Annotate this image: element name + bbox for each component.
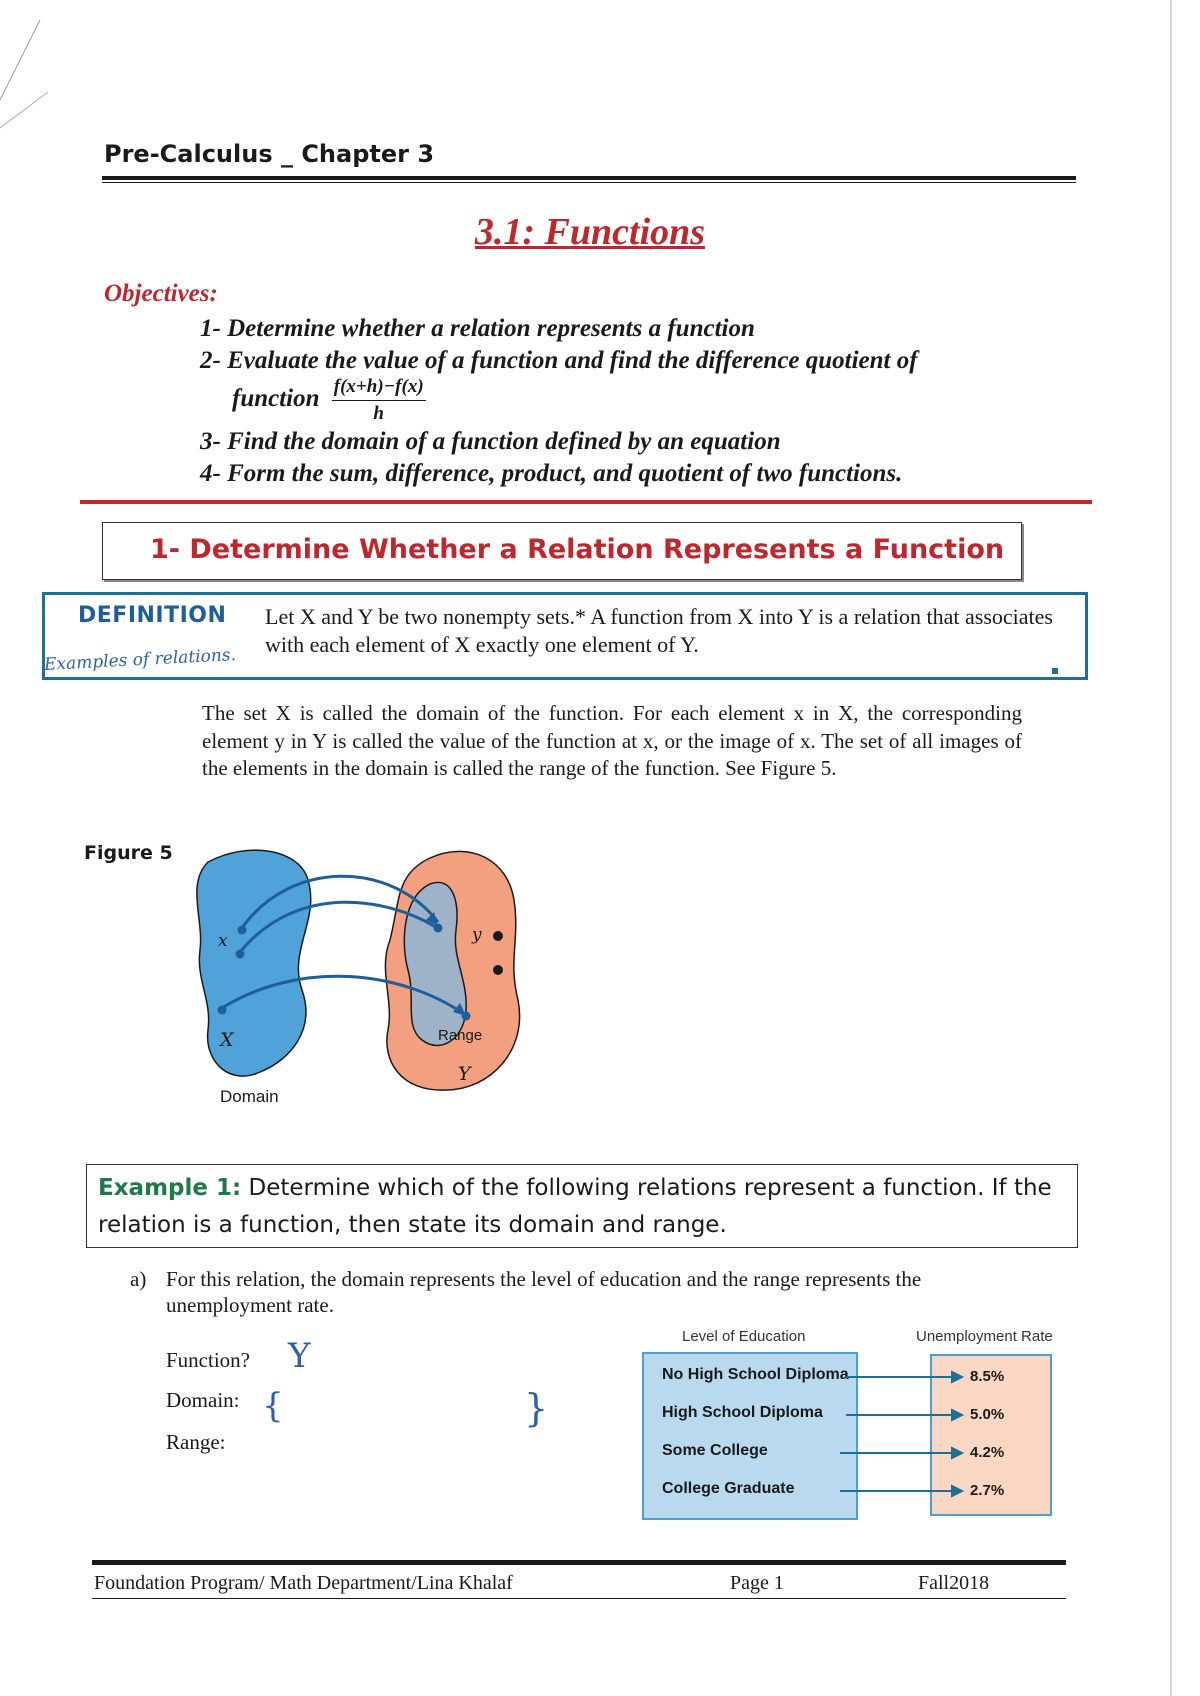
section-1-title: 1- Determine Whether a Relation Represents a Function (150, 534, 1005, 565)
objective-1: 1- Determine whether a relation represents a function (200, 315, 755, 342)
figure-5-label: Figure 5 (84, 842, 173, 864)
objectives-divider (80, 500, 1092, 504)
handwritten-answer-y: Y (288, 1336, 311, 1376)
objectives-heading: Objectives: (104, 280, 218, 307)
header-rule (102, 176, 1076, 180)
handwritten-brace-open: { (262, 1386, 284, 1426)
set-y-label: Y (458, 1063, 471, 1085)
objective-3: 3- Find the domain of a function defined by an equation (200, 428, 781, 455)
rate-item: 2.7% (970, 1482, 1005, 1499)
difference-quotient-denominator: h (373, 403, 384, 424)
x-element-label: x (218, 931, 228, 951)
footer-page: Page 1 (730, 1572, 784, 1594)
definition-marker-dot (1052, 668, 1058, 674)
definition-label: DEFINITION (78, 603, 227, 628)
example-1-prompt (98, 1170, 1058, 1244)
rate-item: 4.2% (970, 1444, 1005, 1461)
objective-2: 2- Evaluate the value of a function and find the difference quotient of (200, 347, 918, 374)
range-point-1 (434, 924, 443, 933)
function-question: Function? (166, 1348, 250, 1372)
footer-left: Foundation Program/ Math Department/Lina Khalaf (94, 1572, 513, 1594)
domain-point-1 (238, 926, 247, 935)
mapping-arrowhead-1 (952, 1372, 962, 1382)
set-x-label: X (220, 1029, 234, 1051)
figure-5-diagram (190, 840, 530, 1110)
mapping-arrowhead-3 (952, 1448, 962, 1458)
handwritten-note: Examples of relations. (43, 644, 237, 676)
education-item: High School Diploma (662, 1404, 823, 1421)
rate-item: 5.0% (970, 1406, 1005, 1423)
domain-range-paragraph: The set X is called the domain of the function. For each element x in X, the corresponding element y in Y is called the value of the function at x, or the image of x. The set of all images of the elements in the domain is called the range of the function. See Figure 5. (202, 701, 1022, 780)
range-question: Range: (166, 1430, 226, 1454)
y-element-label: y (472, 925, 482, 945)
domain-blob (197, 850, 311, 1076)
domain-label: Domain (220, 1087, 279, 1106)
part-a-marker: a) (130, 1267, 147, 1291)
objective-2-function-word: function (232, 385, 320, 413)
difference-quotient-numerator: f(x+h)−f(x) (332, 376, 426, 401)
example-1-label: Example 1: (98, 1175, 242, 1201)
part-a-text: For this relation, the domain represents the level of education and the range represents the unemployment rate. (166, 1267, 922, 1317)
codomain-point-1 (493, 931, 503, 941)
example-1-text: Determine which of the following relations represent a function. If the relation is a function, then state its domain and range. (98, 1175, 1052, 1238)
scan-edge (1170, 0, 1172, 1696)
objective-2-continued (232, 376, 426, 425)
rate-item: 8.5% (970, 1368, 1005, 1385)
range-point-2 (462, 1012, 471, 1021)
difference-quotient (332, 376, 426, 425)
scan-artifact-lines (0, 0, 80, 140)
education-item: No High School Diploma (662, 1366, 849, 1383)
part-a (130, 1266, 1020, 1318)
footer-term: Fall2018 (918, 1572, 990, 1594)
education-item: Some College (662, 1442, 768, 1459)
objective-4: 4- Form the sum, difference, product, and quotient of two functions. (200, 460, 903, 487)
handwritten-brace-close: } (524, 1386, 549, 1430)
domain-question: Domain: (166, 1388, 240, 1412)
right-set-title: Unemployment Rate (916, 1328, 1053, 1345)
definition-text: Let X and Y be two nonempty sets.* A function from X into Y is a relation that associates with each element of X exactly one element of Y. (265, 604, 1053, 657)
footer-rule-thin (92, 1598, 1066, 1599)
footer-rule-thick (92, 1560, 1066, 1565)
education-item: College Graduate (662, 1480, 795, 1497)
range-label: Range (438, 1027, 483, 1044)
mapping-arrowhead-4 (952, 1486, 962, 1496)
domain-point-2 (236, 950, 245, 959)
mapping-arrowhead-2 (952, 1410, 962, 1420)
domain-point-3 (218, 1006, 227, 1015)
left-set-title: Level of Education (682, 1328, 806, 1345)
codomain-point-2 (493, 965, 503, 975)
header-rule-thin (102, 182, 1076, 183)
page-title: 3.1: Functions (474, 211, 706, 253)
mapping-arrows (840, 1360, 970, 1510)
range-blob (404, 882, 466, 1045)
course-header: Pre-Calculus _ Chapter 3 (104, 140, 435, 168)
